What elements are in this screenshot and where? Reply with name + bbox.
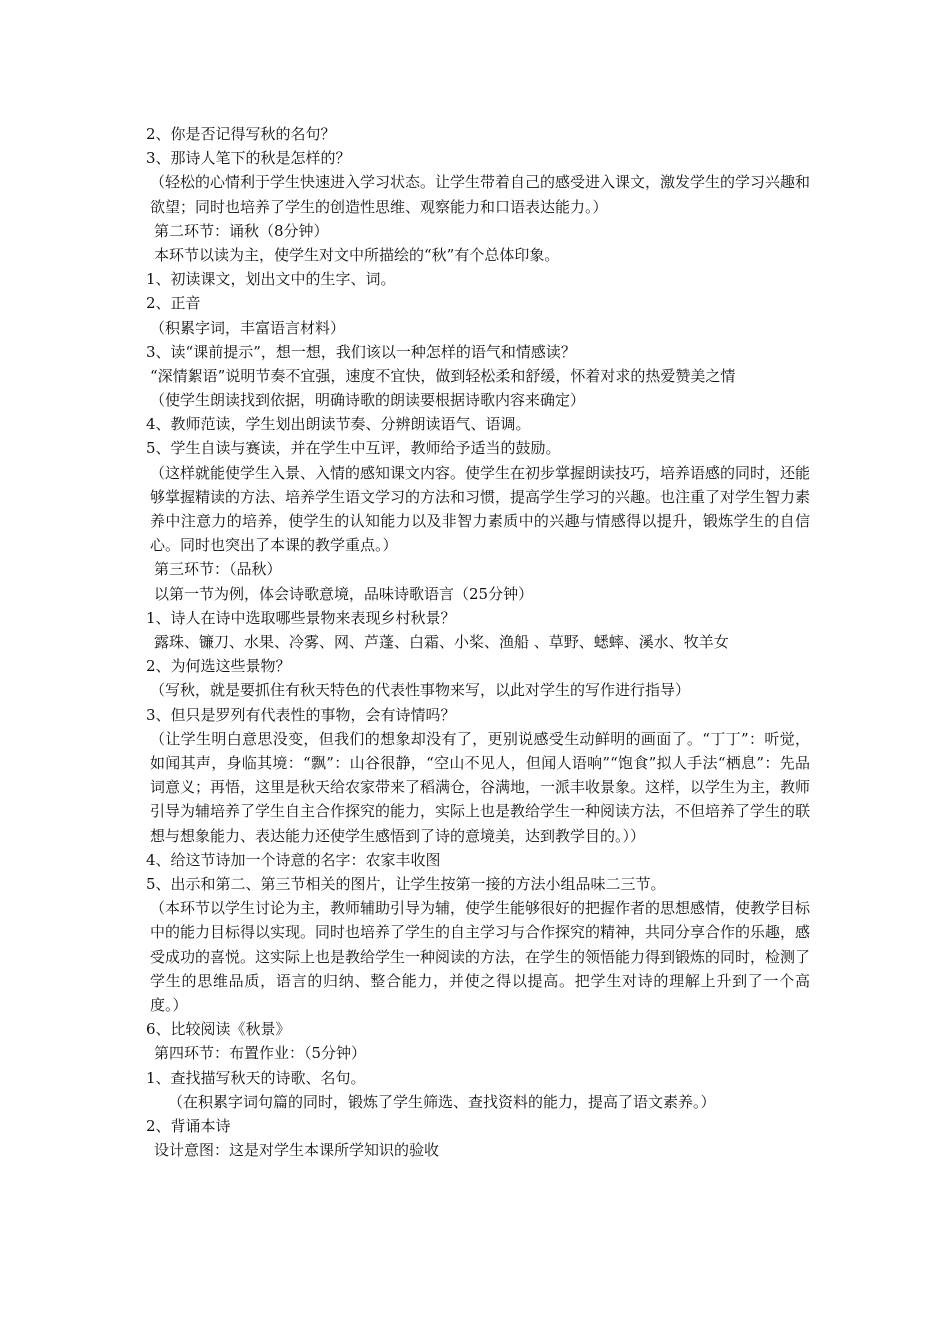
- note: （积累字词，丰富语言材料）: [150, 318, 346, 337]
- list-item: 4、给这节诗加一个诗意的名字：农家丰收图: [146, 850, 441, 869]
- list-item: 3、那诗人笔下的秋是怎样的？: [146, 149, 351, 168]
- list-item: 5、出示和第二、第三节相关的图片，让学生按第一接的方法小组品味二三节。: [146, 874, 666, 893]
- paragraph: “深情絮语”说明节奏不宜强，速度不宜快，做到轻松柔和舒缓，怀着对求的热爱赞美之情: [150, 366, 736, 385]
- list-item: 1、初读课文，划出文中的生字、词。: [146, 270, 396, 289]
- list-item: 3、读“课前提示”，想一想，我们该以一种怎样的语气和情感读？: [146, 342, 576, 361]
- note: （使学生朗读找到依据，明确诗歌的朗读要根据诗歌内容来确定）: [150, 391, 586, 410]
- list-item: 6、比较阅读《秋景》: [146, 1020, 291, 1039]
- paragraph: （本环节以学生讨论为主，教师辅助引导为辅，使学生能够很好的把握作者的思想感情，使教学目标中的能力目标得以实现。同时也培养了学生的自主学习与合作探究的精神，共同分享合作的乐趣，感受成功的喜悦。这实际上也是教给学生一种阅读的方法，在学生的领悟能力得到锻炼的同时，检测了学生的思维品质，语言的归纳、整合能力，并使之得以提高。把学生对诗的理解上升到了一个高度。）: [150, 899, 811, 1014]
- note: （在积累字词句篇的同时，锻炼了学生筛选、查找资料的能力，提高了语文素养。）: [168, 1092, 716, 1111]
- list-item: 1、查找描写秋天的诗歌、名句。: [146, 1068, 366, 1087]
- list-item: 5、学生自读与赛读，并在学生中互评，教师给予适当的鼓励。: [146, 439, 561, 458]
- list-item: 2、背诵本诗: [146, 1116, 231, 1135]
- paragraph: （轻松的心情利于学生快速进入学习状态。让学生带着自己的感受进入课文，激发学生的学习兴趣和欲望；同时也培养了学生的创造性思维、观察能力和口语表达能力。）: [150, 173, 811, 216]
- paragraph: （让学生明白意思没变，但我们的想象却没有了，更别说感受生动鲜明的画面了。“丁丁”：听觉，如闻其声，身临其境：“飘”：山谷很静，“空山不见人，但闻人语响”“饱食”拟人手法“栖息”：先品词意义；再悟，这里是秋天给农家带来了稻满仓，谷满地，一派丰收景象。这样，以学生为主，教师引导为辅培养了学生自主合作探究的能力，实际上也是教给学生一种阅读方法，不但培养了学生的联想与想象能力、表达能力还使学生感悟到了诗的意境美，达到教学目的。））: [150, 729, 811, 845]
- list-item: 4、教师范读，学生划出朗读节奏、分辨朗读语气、语调。: [146, 415, 531, 434]
- paragraph: （这样就能使学生入景、入情的感知课文内容。使学生在初步掌握朗读技巧，培养语感的同时，还能够掌握精读的方法、培养学生语文学习的方法和习惯，提高学生学习的兴趣。也注重了对学生智力素养中注意力的培养，使学生的认知能力以及非智力素质中的兴趣与情感得以提升，锻炼学生的自信心。同时也突出了本课的教学重点。）: [150, 463, 811, 555]
- list-item: 3、但只是罗列有代表性的事物，会有诗情吗？: [146, 705, 456, 724]
- section-heading: 第二环节：诵秋（8分钟）: [154, 221, 329, 240]
- list-item: 2、正音: [146, 294, 201, 313]
- paragraph: 本环节以读为主，使学生对文中所描绘的“秋”有个总体印象。: [154, 245, 560, 264]
- section-heading: 第三环节：（品秋）: [154, 560, 282, 579]
- document-body: [146, 122, 810, 1162]
- note: （写秋，就是要抓住有秋天特色的代表性事物来写，以此对学生的写作进行指导）: [150, 681, 691, 700]
- section-heading: 第四环节：布置作业：（5分钟）: [154, 1044, 367, 1063]
- paragraph: 以第一节为例，体会诗歌意境，品味诗歌语言（25分钟）: [154, 584, 534, 603]
- list-item: 1、诗人在诗中选取哪些景物来表现乡村秋景？: [146, 608, 456, 627]
- list-item: 2、为何选这些景物？: [146, 657, 291, 676]
- paragraph: 露珠、镰刀、水果、冷雾、网、芦蓬、白霜、小桨、渔船 、草野、蟋蟀、溪水、牧羊女: [154, 633, 729, 652]
- paragraph: 设计意图：这是对学生本课所学知识的验收: [154, 1141, 440, 1160]
- list-item: 2、你是否记得写秋的名句？: [146, 125, 336, 143]
